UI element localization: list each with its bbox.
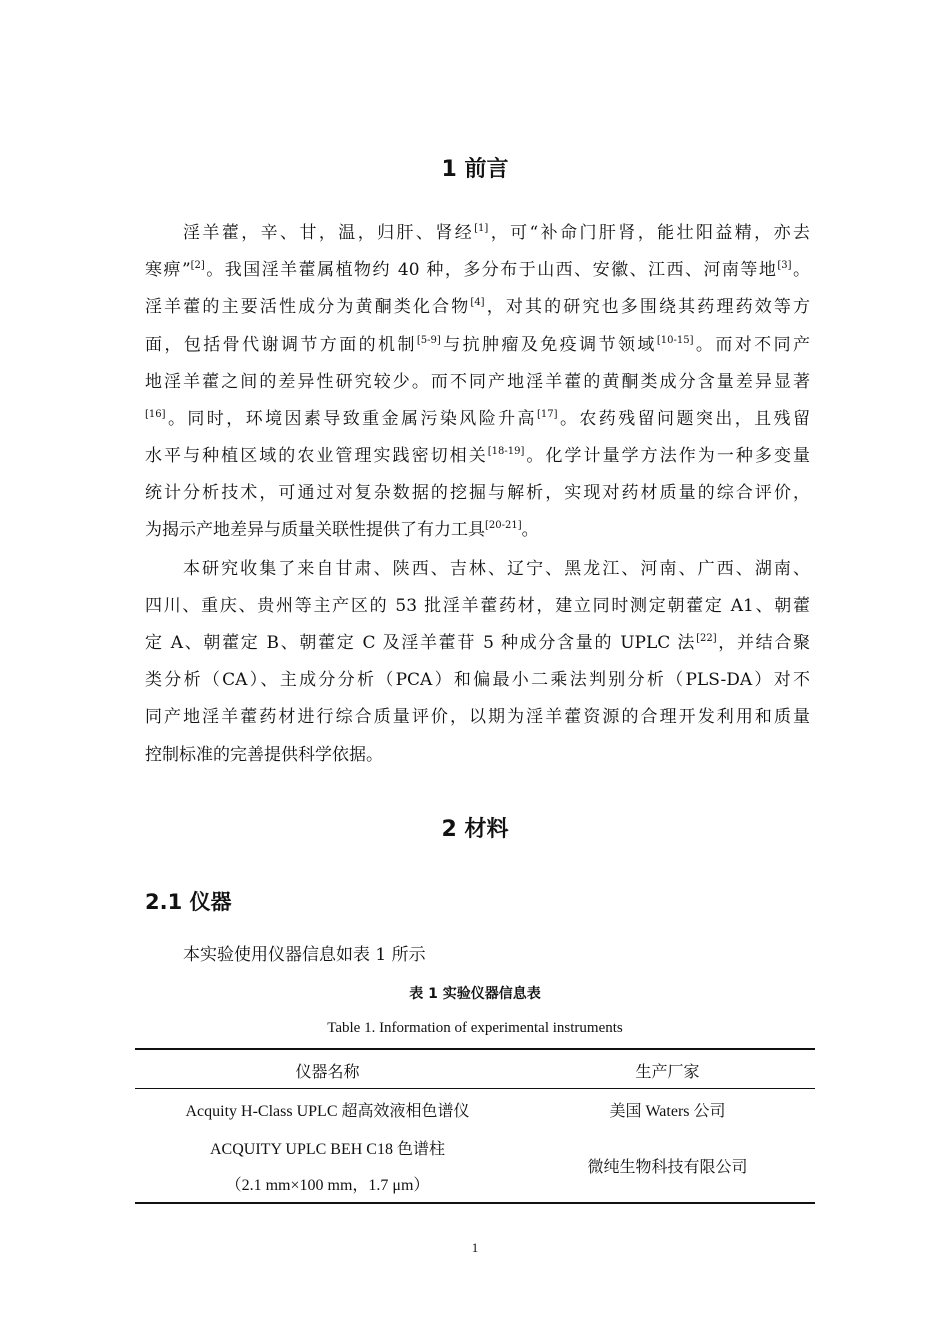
table-cell-maker: 美国 Waters 公司 <box>609 1103 726 1120</box>
text-line: 地淫羊藿之间的差异性研究较少。而不同产地淫羊藿的黄酮类成分含量差异显著 <box>145 372 810 392</box>
text-line: 定 A、朝藿定 B、朝藿定 C 及淫羊藿苷 5 种成分含量的 UPLC 法[22]，并结合聚 <box>145 633 810 653</box>
citation[interactable]: [16] <box>145 409 166 420</box>
text-line: 本研究收集了来自甘肃、陕西、吉林、辽宁、黑龙江、河南、广西、湖南、 <box>183 559 810 579</box>
citation[interactable]: [22] <box>696 633 717 644</box>
table-header-rule <box>135 1088 815 1089</box>
subsection-title-instruments: 2.1 仪器 <box>145 890 232 914</box>
citation[interactable]: [5-9] <box>416 335 441 346</box>
table-header-maker: 生产厂家 <box>635 1064 700 1081</box>
section-title-intro: 1 前言 <box>441 157 509 182</box>
table-cell-maker: 微纯生物科技有限公司 <box>587 1159 748 1176</box>
text-line: 淫羊藿，辛、甘，温，归肝、肾经[1]，可“补命门肝肾，能壮阳益精，亦去 <box>183 223 810 243</box>
citation[interactable]: [4] <box>470 297 485 308</box>
instruments-intro-text: 本实验使用仪器信息如表 1 所示 <box>183 945 426 965</box>
citation[interactable]: [1] <box>474 223 489 234</box>
table-bottom-rule <box>135 1202 815 1204</box>
instruments-table <box>135 1048 815 1204</box>
citation[interactable]: [18-19] <box>487 446 525 457</box>
page-number: 1 <box>471 1240 479 1255</box>
table-caption-cn: 表 1 实验仪器信息表 <box>409 986 541 1002</box>
table-header-name: 仪器名称 <box>295 1064 360 1081</box>
citation[interactable]: [3] <box>777 260 792 271</box>
text-line: 四川、重庆、贵州等主产区的 53 批淫羊藿药材，建立同时测定朝藿定 A1、朝藿 <box>145 596 810 616</box>
table-cell-instrument: Acquity H-Class UPLC 超高效液相色谱仪 <box>185 1103 470 1120</box>
citation[interactable]: [17] <box>536 409 558 420</box>
table-top-rule <box>135 1048 815 1050</box>
citation[interactable]: [10-15] <box>656 335 694 346</box>
table-caption-en: Table 1. Information of experimental instruments <box>327 1020 623 1036</box>
text-line: 寒痹”[2]。我国淫羊藿属植物约 40 种，多分布于山西、安徽、江西、河南等地[3]。 <box>145 260 810 280</box>
text-line: 面，包括骨代谢调节方面的机制[5-9]与抗肿瘤及免疫调节领域[10-15]。而对不同产 <box>145 335 810 355</box>
table-cell-instrument-spec: （2.1 mm×100 mm，1.7 μm） <box>225 1177 430 1194</box>
text-line: [16]。同时，环境因素导致重金属污染风险升高[17]。农药残留问题突出，且残留 <box>145 409 810 429</box>
text-line: 水平与种植区域的农业管理实践密切相关[18-19]。化学计量学方法作为一种多变量 <box>145 446 810 466</box>
section-title-materials: 2 材料 <box>441 817 509 842</box>
citation[interactable]: [2] <box>190 260 205 271</box>
text-line: 类分析（CA）、主成分分析（PCA）和偏最小二乘法判别分析（PLS-DA）对不 <box>145 670 810 690</box>
text-line: 淫羊藿的主要活性成分为黄酮类化合物[4]，对其的研究也多围绕其药理药效等方 <box>145 297 810 317</box>
text-line: 为揭示产地差异与质量关联性提供了有力工具[20-21]。 <box>145 520 539 540</box>
text-line: 控制标准的完善提供科学依据。 <box>145 745 383 765</box>
text-line: 统计分析技术，可通过对复杂数据的挖掘与解析，实现对药材质量的综合评价， <box>145 483 810 503</box>
text-line: 同产地淫羊藿药材进行综合质量评价，以期为淫羊藿资源的合理开发利用和质量 <box>145 707 810 727</box>
citation[interactable]: [20-21] <box>485 520 522 531</box>
table-cell-instrument: ACQUITY UPLC BEH C18 色谱柱 <box>210 1141 445 1158</box>
